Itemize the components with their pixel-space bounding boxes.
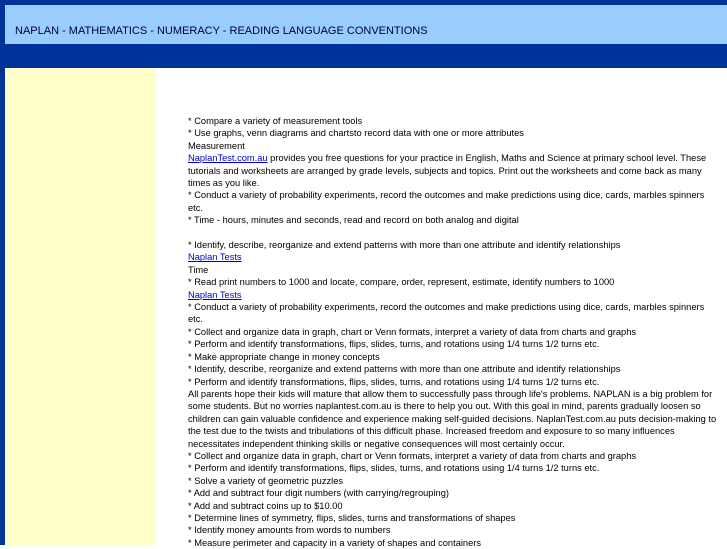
content-line: * Perform and identify transformations, flips, slides, turns, and rotations using 1/4 turns 1/2 turns etc. — [188, 463, 600, 474]
content-line: Measurement — [188, 140, 245, 151]
intro-paragraph — [188, 152, 718, 189]
content-line: * Collect and organize data in graph, chart or Venn formats, interpret a variety of data from charts and graphs — [188, 450, 637, 461]
spacer — [188, 227, 718, 239]
content-line: * Perform and identify transformations, flips, slides, turns, and rotations using 1/4 turns 1/2 turns etc. — [188, 376, 600, 387]
parents-paragraph: All parents hope their kids will mature that allow them to successfully pass through life's problems. NAPLAN is a big problem for some students. But no worries naplantest.com.au is there to help you out. With this goal in mind, parents gradually loosen so children can gain valuable confidence and experience making self-guided decisions. NaplanTest.com.au puts decision-making to the test due to the twists and tribulations of this difficult phase. Increased freedom and exposure to so many influences necessitates independent thinking skills or negative consequences will most certainly occur. — [188, 388, 717, 449]
nav-bar — [5, 44, 727, 68]
page-title: NAPLAN - MATHEMATICS - NUMERACY - READING LANGUAGE CONVENTIONS — [15, 25, 428, 37]
content-line: * Time - hours, minutes and seconds, read and record on both analog and digital — [188, 215, 519, 226]
naplan-tests-link[interactable]: Naplan Tests — [188, 289, 242, 300]
content-line: * Solve a variety of geometric puzzles — [188, 475, 344, 486]
content-line: * Identify money amounts from words to numbers — [188, 525, 391, 536]
content-line: * Add and subtract coins up to $10.00 — [188, 500, 343, 511]
content-line: * Compare a variety of measurement tools — [188, 116, 363, 126]
content-line: Time — [188, 264, 209, 275]
content-line: * Measure perimeter and capacity in a variety of shapes and containers — [188, 537, 482, 548]
sidebar — [5, 68, 156, 545]
content-line: * Conduct a variety of probability experiments, record the outcomes and make predictions using dice, cards, marbles spinners etc. — [188, 302, 705, 325]
naplantest-link[interactable]: NaplanTest.com.au — [188, 153, 268, 164]
content-line: * Add and subtract four digit numbers (with carrying/regrouping) — [188, 488, 449, 499]
content-line: * Identify, describe, reorganize and extend patterns with more than one attribute and identify relationships — [188, 364, 621, 375]
content-line: * Perform and identify transformations, flips, slides, turns, and rotations using 1/4 turns 1/2 turns etc. — [188, 339, 600, 350]
content-line: * Determine lines of symmetry, flips, slides, turns and transformations of shapes — [188, 512, 516, 523]
link-line — [188, 251, 718, 263]
intro-text: provides you free questions for your practice in English, Maths and Science at primary school level. These tutorials and worksheets are arranged by grade levels, subjects and topics. Print out the worksheets and come back as many times as you like. — [188, 153, 707, 189]
page-header — [5, 0, 727, 44]
content-line: * Read print numbers to 1000 and locate, compare, order, represent, estimate, identify numbers to 1000 — [188, 277, 615, 288]
naplan-tests-link[interactable]: Naplan Tests — [188, 252, 242, 263]
main-content — [188, 115, 718, 549]
content-line: * Collect and organize data in graph, chart or Venn formats, interpret a variety of data from charts and graphs — [188, 326, 637, 337]
content-line: * Identify, describe, reorganize and extend patterns with more than one attribute and identify relationships — [188, 240, 621, 251]
content-line: * Conduct a variety of probability experiments, record the outcomes and make predictions using dice, cards, marbles spinners etc. — [188, 190, 705, 213]
content-line: * Make appropriate change in money concepts — [188, 351, 380, 362]
link-line — [188, 289, 718, 301]
content-line: * Use graphs, venn diagrams and chartsto record data with one or more attributes — [188, 128, 524, 139]
